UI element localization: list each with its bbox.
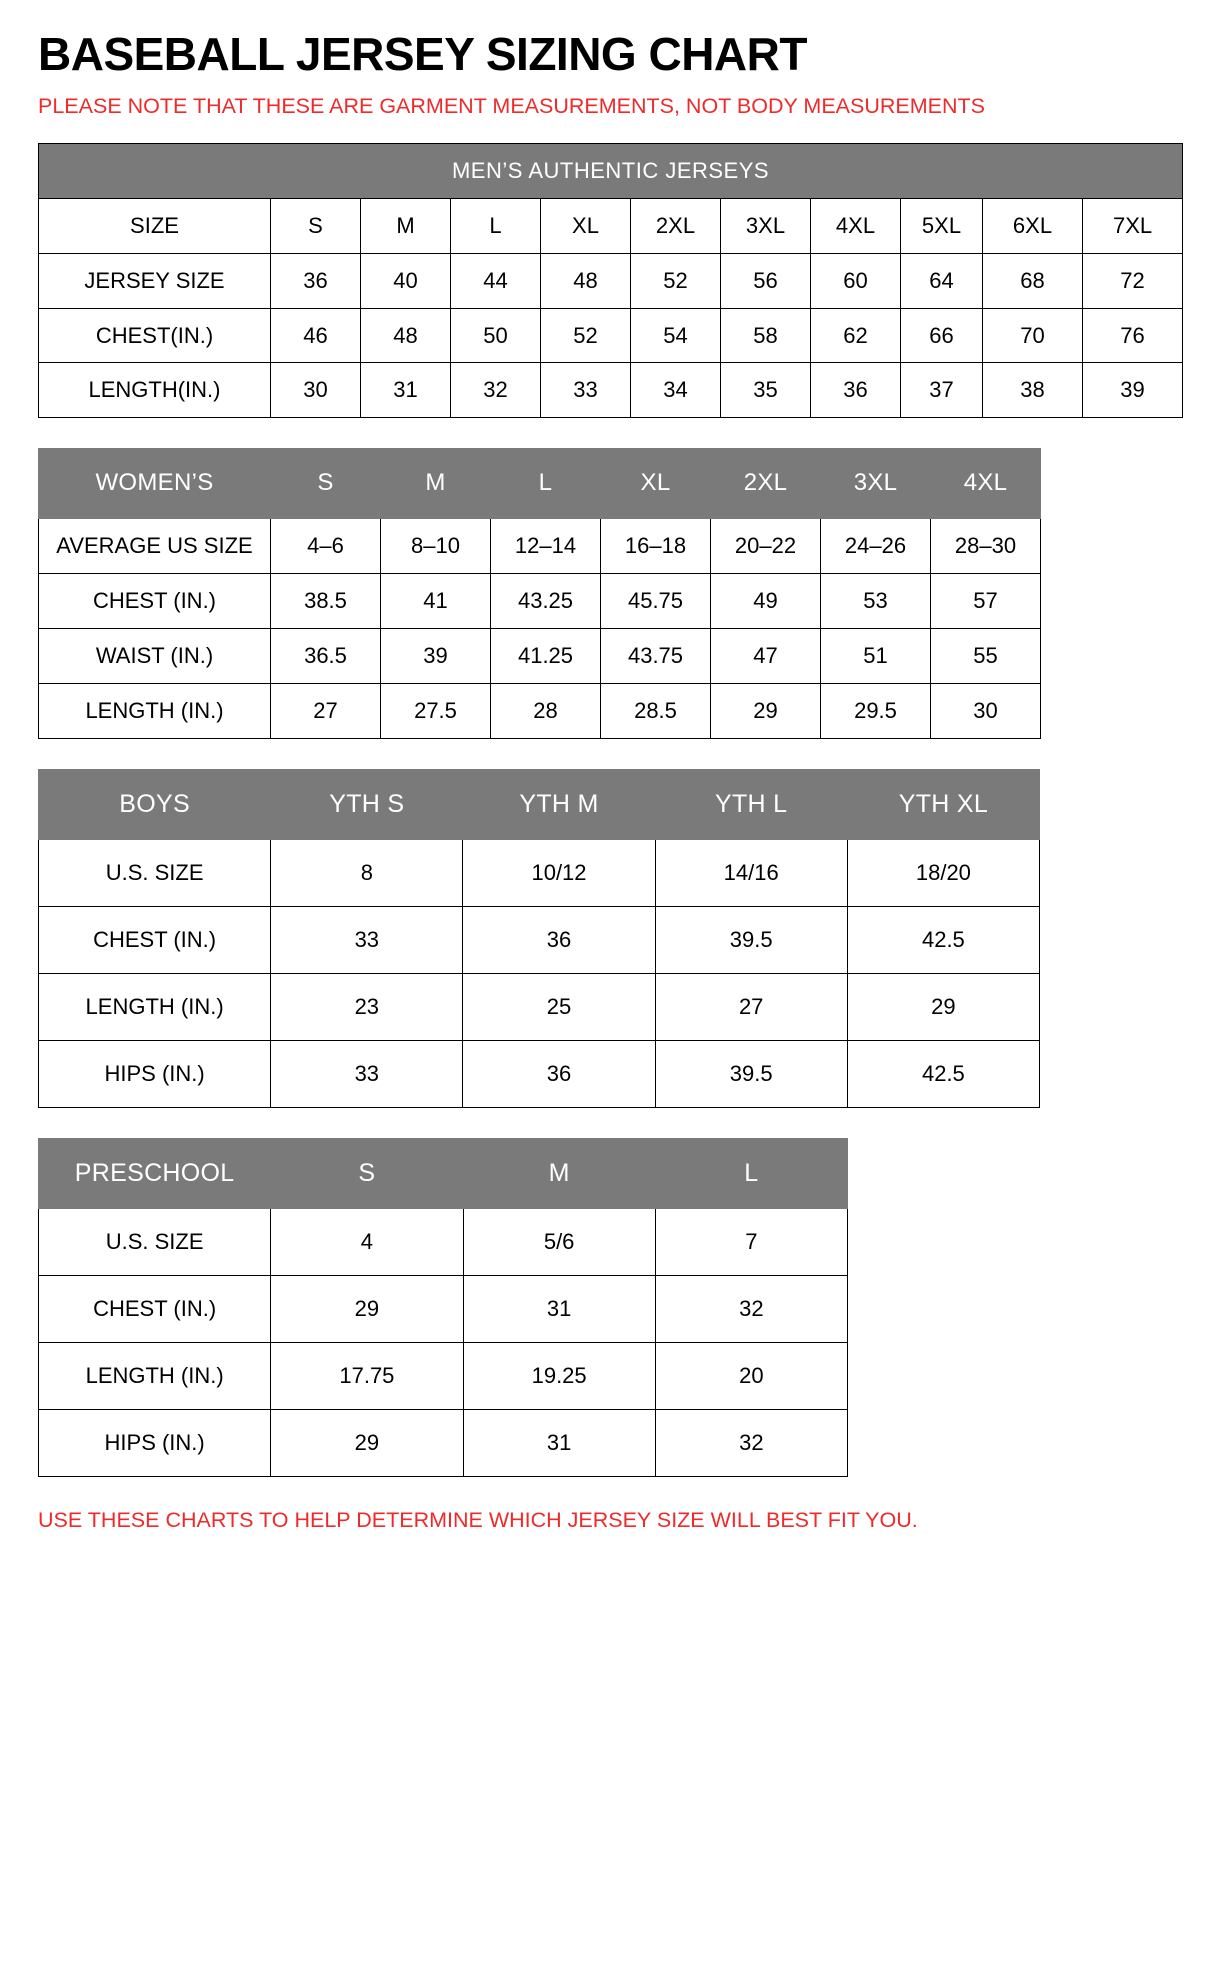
cell: 8–10 (381, 518, 491, 573)
cell: 17.75 (271, 1343, 463, 1410)
boys-row-label-length: LENGTH (IN.) (39, 973, 271, 1040)
cell: 32 (655, 1276, 847, 1343)
cell: 31 (463, 1410, 655, 1477)
table-row (39, 1410, 848, 1477)
cell: 23 (271, 973, 463, 1040)
cell: 60 (811, 253, 901, 308)
cell: 28 (491, 683, 601, 738)
cell: 57 (931, 573, 1041, 628)
cell: 35 (721, 363, 811, 418)
cell: 39 (381, 628, 491, 683)
boys-header-row (39, 769, 1040, 840)
cell: 68 (983, 253, 1083, 308)
cell: 32 (451, 363, 541, 418)
mens-size-label: SIZE (39, 198, 271, 253)
cell: 49 (711, 573, 821, 628)
cell: 20 (655, 1343, 847, 1410)
cell: 53 (821, 573, 931, 628)
preschool-row-label-length: LENGTH (IN.) (39, 1343, 271, 1410)
cell: 28–30 (931, 518, 1041, 573)
cell: 18/20 (847, 840, 1039, 907)
womens-size-2xl: 2XL (711, 449, 821, 518)
cell: 52 (631, 253, 721, 308)
cell: 44 (451, 253, 541, 308)
cell: 37 (901, 363, 983, 418)
preschool-row-label-us-size: U.S. SIZE (39, 1209, 271, 1276)
womens-size-s: S (271, 449, 381, 518)
mens-size-3xl: 3XL (721, 198, 811, 253)
mens-banner-label: MEN’S AUTHENTIC JERSEYS (39, 143, 1183, 198)
womens-header-row (39, 449, 1041, 518)
mens-banner-row (39, 143, 1183, 198)
cell: 41 (381, 573, 491, 628)
womens-row-label-chest: CHEST (IN.) (39, 573, 271, 628)
mens-row-label-chest: CHEST(IN.) (39, 308, 271, 363)
cell: 38 (983, 363, 1083, 418)
cell: 45.75 (601, 573, 711, 628)
cell: 39 (1083, 363, 1183, 418)
cell: 31 (463, 1276, 655, 1343)
cell: 4–6 (271, 518, 381, 573)
preschool-size-l: L (655, 1138, 847, 1209)
cell: 41.25 (491, 628, 601, 683)
table-row (39, 907, 1040, 974)
page-title: BASEBALL JERSEY SIZING CHART (38, 28, 807, 80)
boys-size-yth-xl: YTH XL (847, 769, 1039, 840)
cell: 10/12 (463, 840, 655, 907)
cell: 4 (271, 1209, 463, 1276)
cell: 56 (721, 253, 811, 308)
cell: 51 (821, 628, 931, 683)
cell: 16–18 (601, 518, 711, 573)
cell: 36.5 (271, 628, 381, 683)
cell: 14/16 (655, 840, 847, 907)
cell: 62 (811, 308, 901, 363)
cell: 25 (463, 973, 655, 1040)
mens-size-7xl: 7XL (1083, 198, 1183, 253)
table-row (39, 518, 1041, 573)
cell: 52 (541, 308, 631, 363)
cell: 19.25 (463, 1343, 655, 1410)
cell: 47 (711, 628, 821, 683)
womens-row-label-length: LENGTH (IN.) (39, 683, 271, 738)
womens-row-label-average-us-size: AVERAGE US SIZE (39, 518, 271, 573)
cell: 29 (271, 1276, 463, 1343)
cell: 48 (541, 253, 631, 308)
mens-size-l: L (451, 198, 541, 253)
cell: 27 (655, 973, 847, 1040)
boys-row-label-us-size: U.S. SIZE (39, 840, 271, 907)
womens-size-xl: XL (601, 449, 711, 518)
table-row (39, 1040, 1040, 1107)
mens-size-xl: XL (541, 198, 631, 253)
cell: 43.75 (601, 628, 711, 683)
womens-header-label: WOMEN’S (39, 449, 271, 518)
cell: 36 (271, 253, 361, 308)
cell: 70 (983, 308, 1083, 363)
cell: 27 (271, 683, 381, 738)
cell: 39.5 (655, 1040, 847, 1107)
cell: 50 (451, 308, 541, 363)
mens-size-m: M (361, 198, 451, 253)
boys-size-yth-l: YTH L (655, 769, 847, 840)
preschool-size-s: S (271, 1138, 463, 1209)
table-row (39, 1343, 848, 1410)
cell: 27.5 (381, 683, 491, 738)
womens-size-4xl: 4XL (931, 449, 1041, 518)
mens-size-2xl: 2XL (631, 198, 721, 253)
cell: 31 (361, 363, 451, 418)
cell: 42.5 (847, 907, 1039, 974)
mens-size-header-row (39, 198, 1183, 253)
table-row (39, 840, 1040, 907)
cell: 5/6 (463, 1209, 655, 1276)
cell: 29.5 (821, 683, 931, 738)
cell: 40 (361, 253, 451, 308)
cell: 24–26 (821, 518, 931, 573)
womens-size-m: M (381, 449, 491, 518)
cell: 48 (361, 308, 451, 363)
cell: 76 (1083, 308, 1183, 363)
cell: 29 (847, 973, 1039, 1040)
cell: 29 (271, 1410, 463, 1477)
boys-row-label-hips: HIPS (IN.) (39, 1040, 271, 1107)
boys-row-label-chest: CHEST (IN.) (39, 907, 271, 974)
boys-size-yth-s: YTH S (271, 769, 463, 840)
womens-sizing-table (38, 448, 1041, 738)
preschool-size-m: M (463, 1138, 655, 1209)
cell: 64 (901, 253, 983, 308)
cell: 30 (271, 363, 361, 418)
cell: 72 (1083, 253, 1183, 308)
table-row (39, 253, 1183, 308)
cell: 33 (271, 907, 463, 974)
preschool-header-row (39, 1138, 848, 1209)
table-row (39, 1209, 848, 1276)
cell: 42.5 (847, 1040, 1039, 1107)
preschool-row-label-hips: HIPS (IN.) (39, 1410, 271, 1477)
cell: 29 (711, 683, 821, 738)
cell: 46 (271, 308, 361, 363)
table-row (39, 308, 1183, 363)
cell: 32 (655, 1410, 847, 1477)
cell: 28.5 (601, 683, 711, 738)
cell: 38.5 (271, 573, 381, 628)
table-row (39, 973, 1040, 1040)
boys-header-label: BOYS (39, 769, 271, 840)
preschool-row-label-chest: CHEST (IN.) (39, 1276, 271, 1343)
preschool-header-label: PRESCHOOL (39, 1138, 271, 1209)
cell: 36 (463, 1040, 655, 1107)
cell: 33 (541, 363, 631, 418)
cell: 55 (931, 628, 1041, 683)
mens-row-label-jersey-size: JERSEY SIZE (39, 253, 271, 308)
cell: 8 (271, 840, 463, 907)
cell: 54 (631, 308, 721, 363)
mens-size-s: S (271, 198, 361, 253)
cell: 12–14 (491, 518, 601, 573)
cell: 33 (271, 1040, 463, 1107)
cell: 58 (721, 308, 811, 363)
womens-size-l: L (491, 449, 601, 518)
mens-row-label-length: LENGTH(IN.) (39, 363, 271, 418)
cell: 7 (655, 1209, 847, 1276)
table-row (39, 363, 1183, 418)
boys-sizing-table (38, 769, 1040, 1108)
table-row (39, 1276, 848, 1343)
cell: 20–22 (711, 518, 821, 573)
cell: 30 (931, 683, 1041, 738)
cell: 66 (901, 308, 983, 363)
preschool-sizing-table (38, 1138, 848, 1477)
cell: 36 (463, 907, 655, 974)
table-row (39, 628, 1041, 683)
cell: 34 (631, 363, 721, 418)
womens-row-label-waist: WAIST (IN.) (39, 628, 271, 683)
boys-size-yth-m: YTH M (463, 769, 655, 840)
mens-size-6xl: 6XL (983, 198, 1083, 253)
cell: 36 (811, 363, 901, 418)
mens-sizing-table (38, 143, 1183, 419)
womens-size-3xl: 3XL (821, 449, 931, 518)
table-row (39, 573, 1041, 628)
cell: 39.5 (655, 907, 847, 974)
mens-size-5xl: 5XL (901, 198, 983, 253)
measurement-note: PLEASE NOTE THAT THESE ARE GARMENT MEASUREMENTS, NOT BODY MEASUREMENTS (38, 94, 985, 119)
mens-size-4xl: 4XL (811, 198, 901, 253)
cell: 43.25 (491, 573, 601, 628)
footer-note: USE THESE CHARTS TO HELP DETERMINE WHICH JERSEY SIZE WILL BEST FIT YOU. (38, 1508, 918, 1533)
table-row (39, 683, 1041, 738)
